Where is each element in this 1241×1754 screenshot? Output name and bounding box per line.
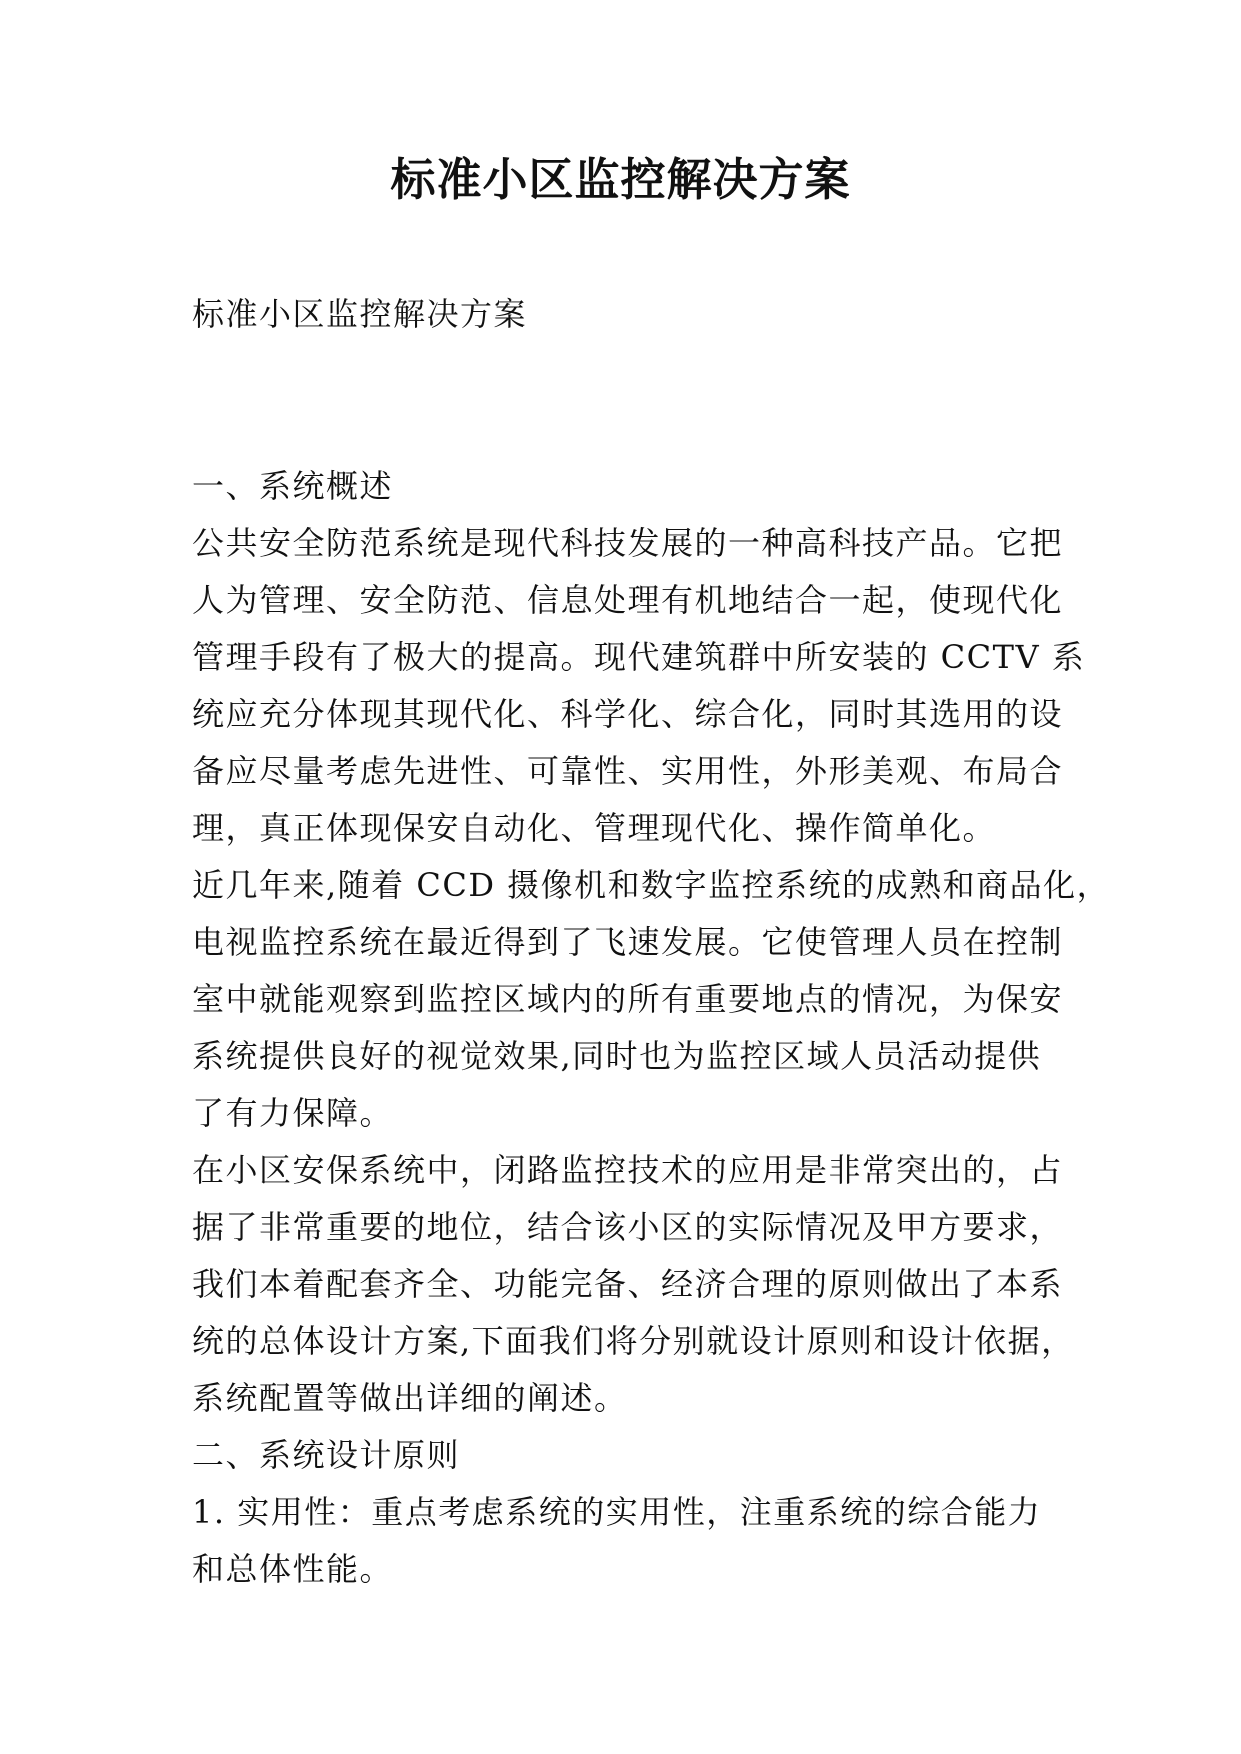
blank-line — [192, 343, 1062, 458]
paragraph-line: 近几年来,随着 CCD 摄像机和数字监控系统的成熟和商品化， — [192, 866, 1111, 904]
paragraph-line: 室中就能观察到监控区域内的所有重要地点的情况，为保安 — [192, 980, 1064, 1018]
section-heading-design-principles: 二、系统设计原则 — [192, 1436, 461, 1474]
list-item-practicality: 1. 实用性：重点考虑系统的实用性，注重系统的综合能力 — [192, 1493, 1042, 1531]
paragraph-line: 电视监控系统在最近得到了飞速发展。它使管理人员在控制 — [192, 923, 1064, 961]
document-title: 标准小区监控解决方案 — [390, 153, 851, 206]
paragraph-line: 了有力保障。 — [192, 1094, 394, 1132]
paragraph-line: 我们本着配套齐全、功能完备、经济合理的原则做出了本系 — [192, 1265, 1064, 1303]
paragraph-line: 系统提供良好的视觉效果,同时也为监控区域人员活动提供 — [192, 1037, 1042, 1075]
paragraph-line: 理，真正体现保安自动化、管理现代化、操作简单化。 — [192, 809, 997, 847]
paragraph-line: 管理手段有了极大的提高。现代建筑群中所安装的 CCTV 系 — [192, 638, 1086, 676]
paragraph-line: 系统配置等做出详细的阐述。 — [192, 1379, 628, 1417]
paragraph-line: 备应尽量考虑先进性、可靠性、实用性，外形美观、布局合 — [192, 752, 1064, 790]
paragraph-line: 公共安全防范系统是现代科技发展的一种高科技产品。它把 — [192, 524, 1064, 562]
paragraph-line: 在小区安保系统中，闭路监控技术的应用是非常突出的，占 — [192, 1151, 1064, 1189]
paragraph-line: 和总体性能。 — [192, 1550, 394, 1588]
document-subtitle: 标准小区监控解决方案 — [192, 295, 528, 333]
paragraph-line: 人为管理、安全防范、信息处理有机地结合一起，使现代化 — [192, 581, 1064, 619]
paragraph-line: 统应充分体现其现代化、科学化、综合化，同时其选用的设 — [192, 695, 1064, 733]
paragraph-line: 据了非常重要的地位，结合该小区的实际情况及甲方要求， — [192, 1208, 1064, 1246]
section-heading-overview: 一、系统概述 — [192, 467, 394, 505]
document-body — [192, 286, 1111, 1598]
paragraph-line: 统的总体设计方案,下面我们将分别就设计原则和设计依据， — [192, 1322, 1075, 1360]
